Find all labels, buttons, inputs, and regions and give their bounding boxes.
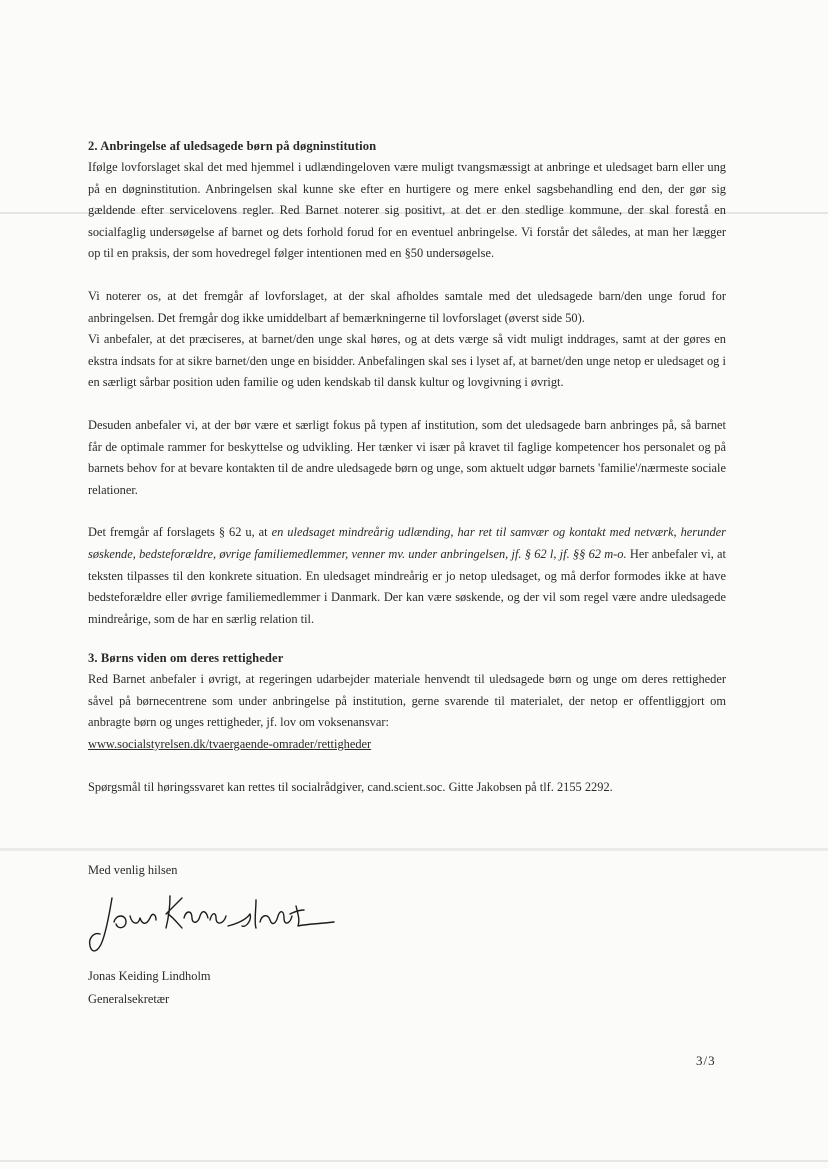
scan-artifact (0, 1160, 828, 1162)
signatory-name: Jonas Keiding Lindholm (88, 969, 211, 983)
page-number: 3/3 (696, 1053, 716, 1068)
law-quote: en uledsaget mindreårig udlænding, har ret til samvær og kontakt med netværk, herunder søskende, bedsteforældre, øvrige familiemedlemmer, venner mv. under anbringelsen, jf. § 62 l, jf. §§ 62 m-o. (88, 525, 727, 561)
rights-link-line (88, 734, 726, 756)
paragraph-5-intro: Det fremgår af forslagets § 62 u, at (88, 525, 272, 540)
handwritten-signature (86, 880, 346, 975)
section-2-paragraph-4: Desuden anbefaler vi, at der bør være et særligt fokus på typen af institution, som det uledsagede barn anbringes på, så barnet får de optimale rammer for beskyttelse og udvikling. Her tænker vi især på kravet til faglige kompetencer hos personalet og på barnets behov for at bevare kontakten til de andre uledsagede børn og unge, som aktuelt udgør barnets 'familie'/nærmeste sociale relationer. (88, 417, 726, 497)
letter-body (88, 139, 726, 798)
paragraph-5-rest: Her anbefaler vi, at teksten tilpasses til den konkrete situation. En uledsaget mindreårig er jo netop uledsaget, og må derfor formodes ikke at have bedsteforældre eller øvrige familiemedlemmer i Danmark. Der kan være søskende, og der vil som regel være andre uledsagede mindreårige, som de har en særlig relation til. (88, 546, 726, 626)
section-2-paragraph-1: Ifølge lovforslaget skal det med hjemmel i udlændingeloven være muligt tvangsmæssigt at anbringe et uledsaget barn eller ung på en døgninstitution. Anbringelsen skal kunne ske efter en hurtigere og mere enkel sagsbehandling end den, der gør sig gældende efter servicelovens regler. Red Barnet noterer sig positivt, at det er den stedlige kommune, der skal forestå en socialfaglig undersøgelse af barnet og dets forhold forud for en eventuel anbringelse. Vi forstår det således, at man her lægger op til en praksis, der som hovedregel følger intentionen med en §50 undersøgelse. (88, 160, 726, 261)
section-3-heading: 3. Børns viden om deres rettigheder (88, 651, 284, 666)
section-2-paragraph-5 (88, 522, 726, 630)
closing-greeting: Med venlig hilsen (88, 863, 178, 877)
questions-contact: Spørgsmål til høringssvaret kan rettes til socialrådgiver, cand.scient.soc. Gitte Jakobsen på tlf. 2155 2292. (88, 779, 613, 794)
signature-icon (86, 880, 346, 970)
signatory-title: Generalsekretær (88, 992, 170, 1006)
scan-artifact (0, 848, 828, 851)
section-2-paragraph-2: Vi noterer os, at det fremgår af lovforslaget, at der skal afholdes samtale med det uledsagede barn/den unge forud for anbringelsen. Det fremgår dog ikke umiddelbart af bemærkningerne til lovforslaget (øverst side 50). (88, 288, 726, 325)
rights-link[interactable]: www.socialstyrelsen.dk/tvaergaende-omrader/rettigheder (88, 737, 372, 752)
section-2-paragraph-3: Vi anbefaler, at det præciseres, at barnet/den unge skal høres, og at dets værge så vidt muligt inddrages, samt at der gøres en ekstra indsats for at sikre barnet/den unge en bisidder. Anbefalingen skal ses i lyset af, at barnet/den unge netop er uledsaget og i en særligt sårbar position uden familie og uden kendskab til dansk kultur og lovgivning i øvrigt. (88, 332, 726, 390)
section-2-heading: 2. Anbringelse af uledsagede børn på døgninstitution (88, 139, 377, 153)
section-3-paragraph-1: Red Barnet anbefaler i øvrigt, at regeringen udarbejder materiale henvendt til uledsagede børn og unge om deres rettigheder såvel på børnecentrene som under anbringelse på institution, gerne svarende til materialet, der netop er offentliggjort om anbragte børn og unges rettigheder, jf. lov om voksenansvar: (88, 672, 726, 730)
